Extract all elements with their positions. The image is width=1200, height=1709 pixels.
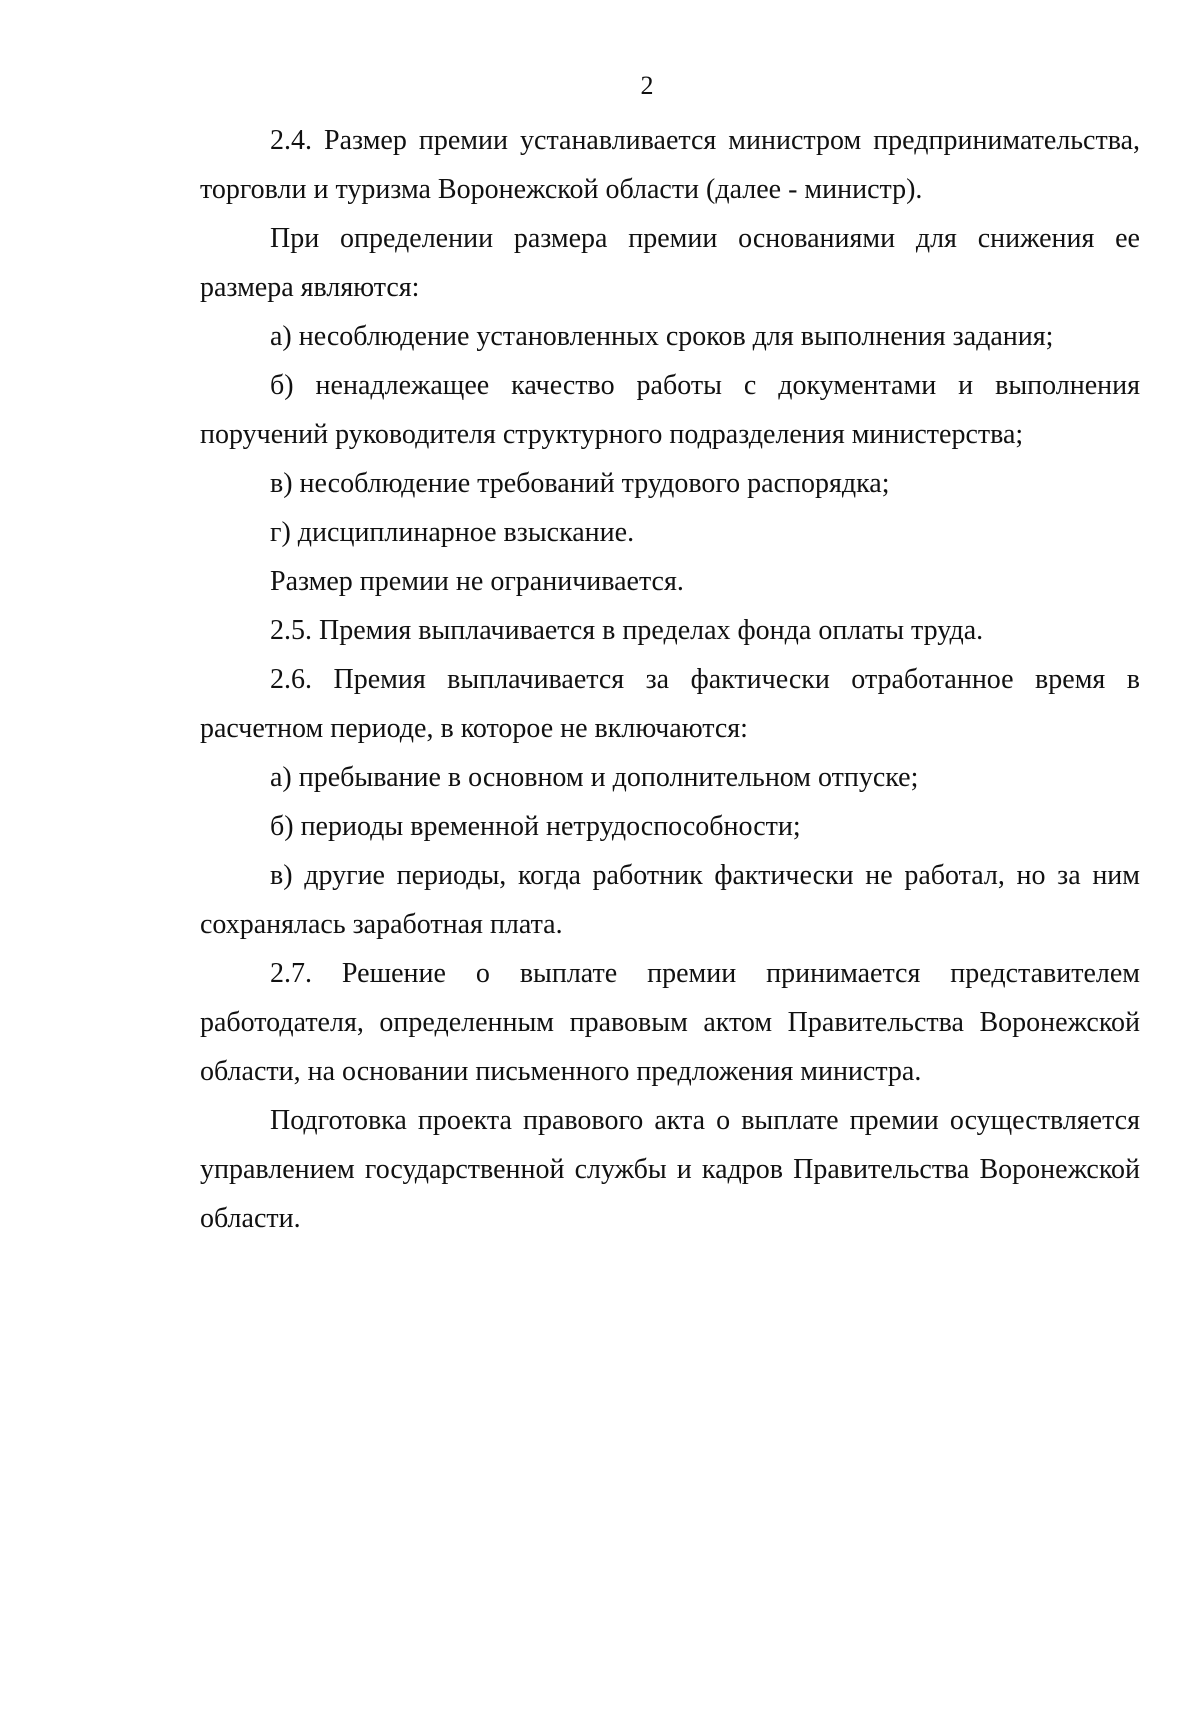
page-number: 2 (640, 71, 654, 100)
paragraph-item-a-vacation: а) пребывание в основном и дополнительном отпуске; (270, 762, 919, 793)
paragraph-item-g-penalty: г) дисциплинарное взыскание. (270, 517, 635, 548)
paragraph-2-6: 2.6. Премия выплачивается за фактически отработанное время в расчетном периоде, в которое не включаются: (200, 664, 1140, 744)
paragraph-bonus-not-limited: Размер премии не ограничивается. (270, 566, 684, 597)
paragraph-item-v-other-periods: в) другие периоды, когда работник фактически не работал, но за ним сохранялась заработная плата. (200, 860, 1140, 940)
paragraph-2-5: 2.5. Премия выплачивается в пределах фонда оплаты труда. (270, 615, 984, 646)
document-body (200, 116, 1140, 1243)
paragraph-item-v-discipline-rules: в) несоблюдение требований трудового распорядка; (270, 468, 890, 499)
paragraph-item-b-sick-leave: б) периоды временной нетрудоспособности; (270, 811, 801, 842)
paragraph-reduction-grounds: При определении размера премии основаниями для снижения ее размера являются: (200, 223, 1140, 303)
paragraph-item-b-quality: б) ненадлежащее качество работы с документами и выполнения поручений руководителя структурного подразделения министерства; (200, 370, 1140, 450)
paragraph-draft-preparation: Подготовка проекта правового акта о выплате премии осуществляется управлением государственной службы и кадров Правительства Воронежской области. (200, 1105, 1140, 1234)
paragraph-2-4: 2.4. Размер премии устанавливается министром предпринимательства, торговли и туризма Воронежской области (далее - министр). (200, 125, 1140, 205)
paragraph-2-7: 2.7. Решение о выплате премии принимается представителем работодателя, определенным правовым актом Правительства Воронежской области, на основании письменного предложения министра. (200, 958, 1140, 1087)
paragraph-item-a-deadlines: а) несоблюдение установленных сроков для выполнения задания; (270, 321, 1054, 352)
